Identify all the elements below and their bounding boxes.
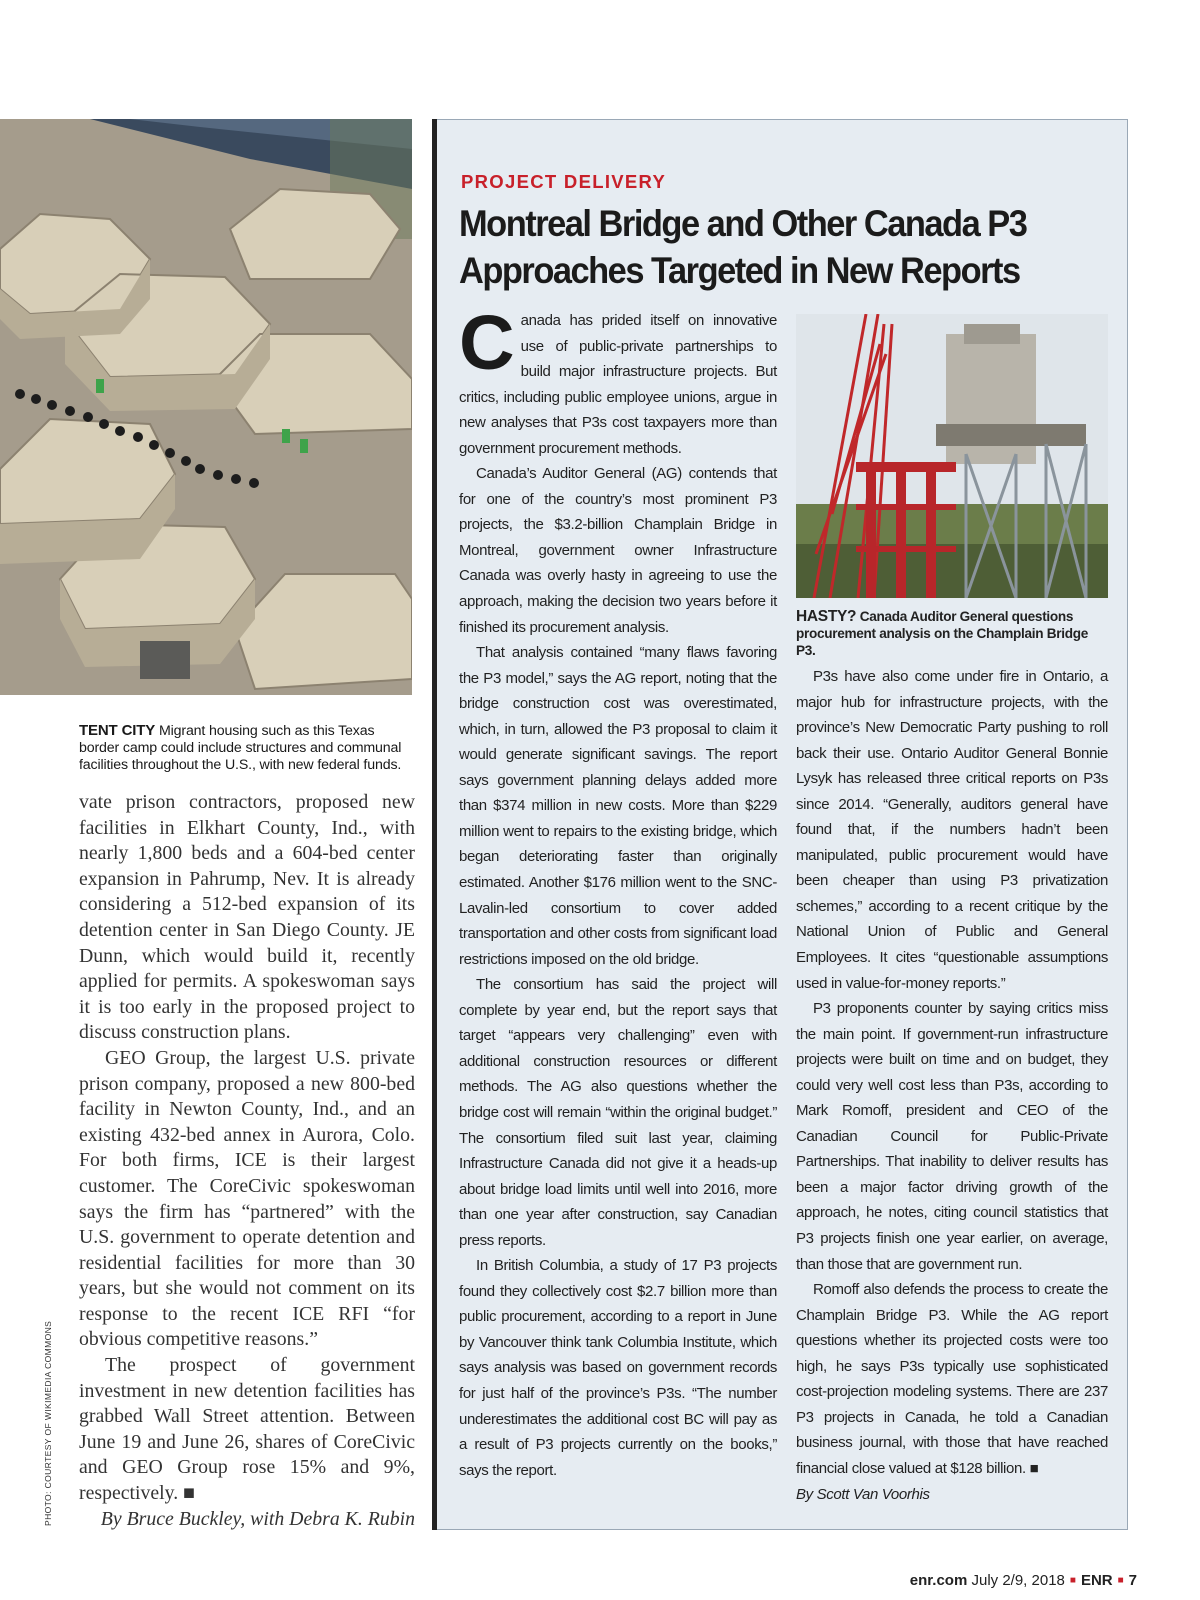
left-paragraph-3: The prospect of government investment in new detention facilities has grabbed Wall Street attention. Between June 19 and June 26, shares of CoreCivic and GEO Group rose 15% and 9%, respectively. ■ (79, 1354, 415, 1505)
tent-city-photo (0, 119, 412, 695)
left-paragraph-2: GEO Group, the largest U.S. private prison company, proposed a new 800-bed facility in Newton County, Ind., and an existing 432-bed annex in Aurora, Colo. For both firms, ICE is their largest customer. The CoreCivic spokeswoman says the firm has “partnered” with the U.S. government to operate detention and residential facilities for more than 30 years, but she would not comment on its response to the recent ICE RFI “for obvious competitive reasons.” (79, 1046, 415, 1351)
champlain-bridge-photo (796, 314, 1108, 598)
article-paragraph: P3 proponents counter by saying critics miss the main point. If government-run infrastructure projects were built on time and on budget, they could very well cost less than P3s, according to Mark Romoff, president and CEO of the Canadian Council for Public-Private Partnerships. That inability to deliver results has been a major factor driving growth of the approach, he notes, citing council statistics that P3 projects finish one year earlier, on average, than those that are government run. (796, 1000, 1108, 1273)
article-byline: By Scott Van Voorhis (796, 1485, 930, 1503)
article-paragraph: Canada’s Auditor General (AG) contends that for one of the country’s most prominent P3 projects, the $3.2-billion Champlain Bridge in Montreal, government owner Infrastructure Canada was overly hasty in agreeing to use the approach, making the decision two years before it finished its procurement analysis. (459, 465, 777, 636)
dropcap: C (459, 300, 515, 386)
headline: Montreal Bridge and Other Canada P3 Approaches Targeted in New Reports (459, 203, 1027, 291)
article-paragraph: P3s have also come under fire in Ontario, a major hub for infrastructure projects, with the province’s New Democratic Party pushing to roll back their use. Ontario Auditor General Bonnie Lysyk has released three critical reports on P3s since 2014. “Generally, auditors general have found that, if the numbers hadn’t been manipulated, public procurement would have been cheaper than using P3 privatization schemes,” according to a recent critique by the National Union of Public and General Employees. It cites “questionable assumptions used in value-for-money reports.” (796, 668, 1108, 992)
caption-text: Migrant housing such as this Texas border camp could include structures and communal facilities throughout the U.S., with new federal funds. (79, 723, 402, 773)
article-column-2 (796, 664, 1108, 1507)
caption-label: HASTY? (796, 608, 857, 625)
footer-page-number: 7 (1128, 1572, 1137, 1589)
panel-rule (432, 119, 437, 1530)
footer-separator-icon: ■ (1117, 1575, 1124, 1586)
section-label: PROJECT DELIVERY (461, 171, 667, 192)
photo-credit: PHOTO: COURTESY OF WIKIMEDIA COMMONS (43, 1320, 53, 1526)
article-column-1 (459, 300, 777, 1483)
caption-text: Canada Auditor General questions procurement analysis on the Champlain Bridge P3. (796, 609, 1088, 658)
footer-date: July 2/9, 2018 (971, 1572, 1065, 1589)
left-byline: By Bruce Buckley, with Debra K. Rubin (100, 1507, 415, 1530)
footer-site: enr.com (909, 1572, 968, 1589)
left-paragraph-1: vate prison contractors, proposed new facilities in Elkhart County, Ind., with nearly 1,800 beds and a 604-bed center expansion in Pahrump, Nev. It is already considering a 512-bed expansion of its detention center in San Diego County. JE Dunn, which would build it, recently applied for permits. A spokeswoman says it is too early in the proposed project to discuss construction plans. (79, 791, 415, 1044)
article-paragraph: That analysis contained “many flaws favoring the P3 model,” says the AG report, noting that the bridge construction cost was overestimated, which, in turn, allowed the P3 proposal to claim it would generate significant savings. The report says government planning delays added more than $374 million in new costs. More than $229 million went to repairs to the existing bridge, which began deteriorating faster than originally estimated. Another $176 million went to the SNC-Lavalin-led consortium to cover added transportation and other costs from significant load restrictions imposed on the old bridge. (459, 644, 777, 968)
article-first-paragraph (459, 300, 777, 461)
footer-separator-icon: ■ (1069, 1575, 1076, 1586)
left-column-text (79, 790, 415, 1532)
article-paragraph: Romoff also defends the process to create the Champlain Bridge P3. While the AG report questions whether its projected costs were too high, he says P3s typically use sophisticated cost-projection modeling systems. There are 237 P3 projects in Canada, he told a Canadian business journal, with those that have reached financial close valued at $128 billion. ■ (796, 1281, 1108, 1477)
footer-publication: ENR (1080, 1572, 1113, 1589)
bridge-photo-caption (796, 608, 1108, 659)
tent-city-caption (79, 722, 415, 774)
first-paragraph-text: anada has prided itself on innovative use of public-private partnerships to build major infrastructure projects. But critics, including public employee unions, argue in new analyses that P3s cost taxpayers more than government procurement methods. (459, 312, 777, 457)
page-footer (910, 1572, 1137, 1589)
caption-label: TENT CITY (79, 722, 156, 739)
article-paragraph: The consortium has said the project will complete by year end, but the report says that target “appears very challenging” even with additional construction resources or different methods. The AG also questions whether the bridge cost will remain “within the original budget.” The consortium filed suit last year, claiming Infrastructure Canada did not give it a heads-up about bridge load limits until well into 2016, more than one year after construction, say Canadian press reports. (459, 976, 777, 1249)
article-paragraph: In British Columbia, a study of 17 P3 projects found they collectively cost $2.7 billion more than public procurement, according to a report in June by Vancouver think tank Columbia Institute, which says analysis was based on government records for just half of the province’s P3s. “The number underestimates the additional cost BC will pay as a result of P3 projects currently on the books,” says the report. (459, 1257, 777, 1479)
